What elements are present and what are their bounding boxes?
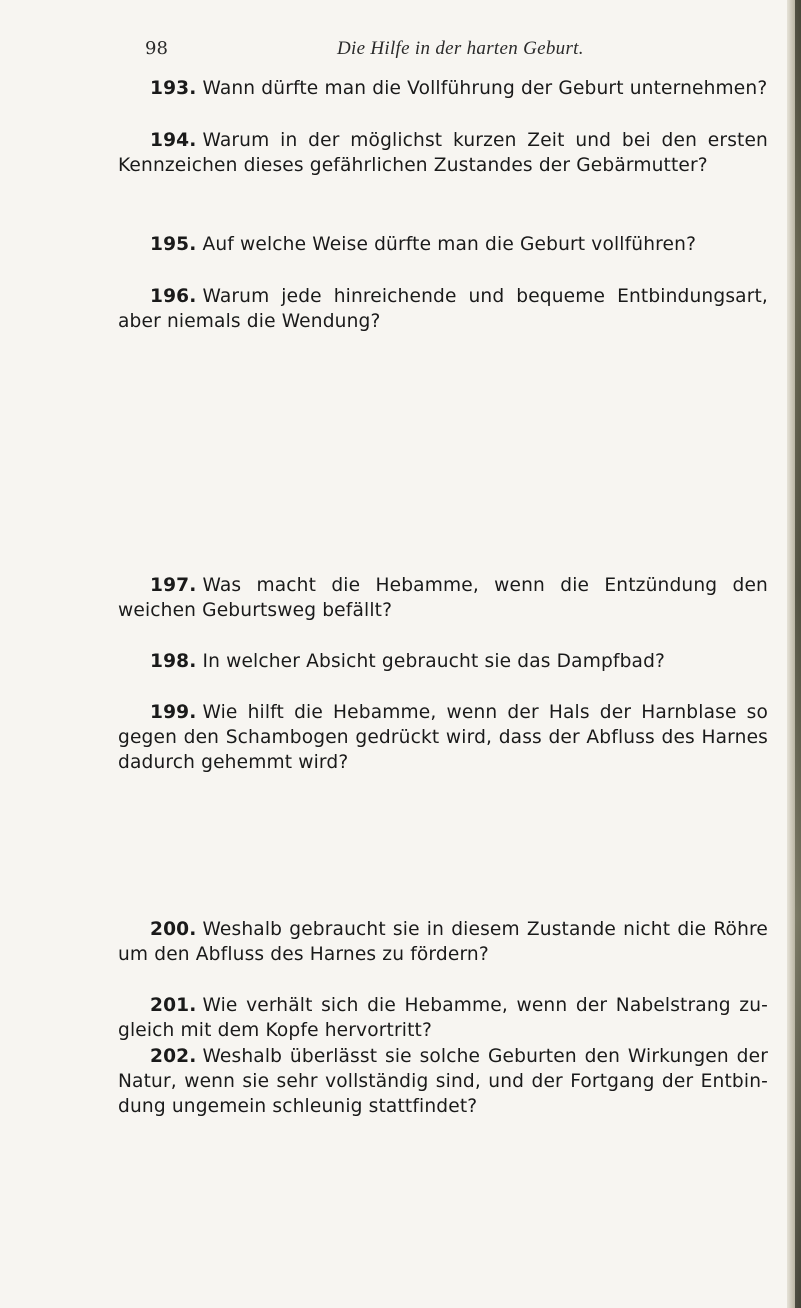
question-number: 196. bbox=[150, 286, 197, 307]
question-number: 202. bbox=[150, 1046, 197, 1067]
question-199 bbox=[118, 700, 768, 775]
question-text: Wie verhält sich die Hebamme, wenn der Nabelstrang zu- gleich mit dem Kopfe hervortritt? bbox=[118, 995, 768, 1041]
question-number: 200. bbox=[150, 919, 197, 940]
question-number: 197. bbox=[150, 575, 197, 596]
question-text: Warum in der möglichst kurzen Zeit und bei den ersten Kennzeichen dieses gefährlichen Zustandes der Gebärmutter? bbox=[118, 130, 768, 176]
page-number: 98 bbox=[145, 38, 168, 59]
question-number: 201. bbox=[150, 995, 197, 1016]
page-edge-binding bbox=[795, 0, 801, 1308]
question-text: Auf welche Weise dürfte man die Geburt vollführen? bbox=[202, 234, 697, 255]
question-201 bbox=[118, 993, 768, 1043]
question-number: 199. bbox=[150, 702, 197, 723]
running-title: Die Hilfe in der harten Geburt. bbox=[337, 38, 584, 59]
question-198 bbox=[118, 649, 768, 674]
question-200 bbox=[118, 917, 768, 967]
question-text: Weshalb gebraucht sie in diesem Zustande nicht die Röhre um den Abfluss des Harnes zu fördern? bbox=[118, 919, 768, 965]
question-text: Weshalb überlässt sie solche Geburten den Wirkungen der Natur, wenn sie sehr vollständig sind, und der Fortgang der Entbin- dung ungemein schleunig stattfindet? bbox=[118, 1046, 768, 1117]
question-text: Was macht die Hebamme, wenn die Entzündung den weichen Geburtsweg befällt? bbox=[118, 575, 768, 621]
question-number: 195. bbox=[150, 234, 197, 255]
question-number: 194. bbox=[150, 130, 197, 151]
question-195 bbox=[118, 232, 768, 257]
question-number: 198. bbox=[150, 651, 197, 672]
question-202 bbox=[118, 1044, 768, 1119]
question-196 bbox=[118, 284, 768, 334]
question-number: 193. bbox=[150, 78, 197, 99]
question-text: Wann dürfte man die Vollführung der Geburt unternehmen? bbox=[202, 78, 768, 99]
question-text: Wie hilft die Hebamme, wenn der Hals der Harnblase so gegen den Schambogen gedrückt wird, dass der Abfluss des Harnes dadurch gehemmt wird? bbox=[118, 702, 768, 773]
question-text: In welcher Absicht gebraucht sie das Dampfbad? bbox=[202, 651, 666, 672]
question-text: Warum jede hinreichende und bequeme Entbindungsart, aber niemals die Wendung? bbox=[118, 286, 768, 332]
question-197 bbox=[118, 573, 768, 623]
page-header bbox=[145, 38, 785, 68]
question-193 bbox=[118, 76, 768, 101]
question-194 bbox=[118, 128, 768, 178]
